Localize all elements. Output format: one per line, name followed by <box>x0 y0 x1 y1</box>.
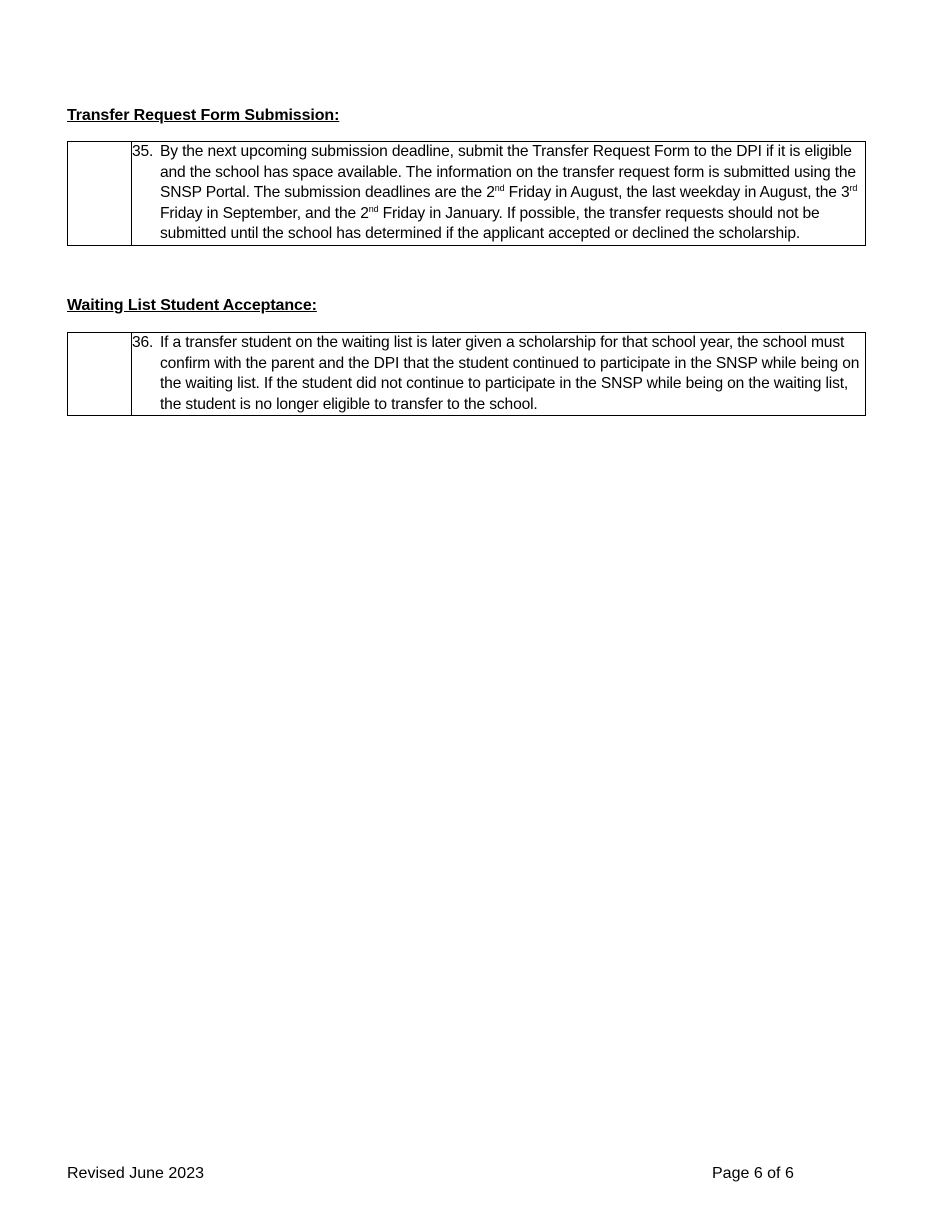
footer-page-number: Page 6 of 6 <box>712 1165 794 1182</box>
table-row <box>68 333 866 416</box>
table-row <box>68 142 866 246</box>
list-item-35 <box>132 142 865 245</box>
section-heading-transfer-request: Transfer Request Form Submission: <box>67 107 340 124</box>
item-number: 35. <box>132 143 154 160</box>
item-cell <box>132 142 866 246</box>
list-item-36 <box>132 333 865 415</box>
checkbox-cell[interactable] <box>68 333 132 416</box>
item-cell <box>132 333 866 416</box>
checklist-table-waiting-list <box>67 332 866 416</box>
item-text: If a transfer student on the waiting list is later given a scholarship for that school year, the school must confirm with the parent and the DPI that the student continued to participate in the SNSP while being on the waiting list. If the student did not continue to participate in the SNSP while being on the waiting list, the student is no longer eligible to transfer to the school. <box>160 334 860 413</box>
checklist-table-transfer-request <box>67 141 866 246</box>
item-text: By the next upcoming submission deadline, submit the Transfer Request Form to the DPI if it is eligible and the school has space available. The information on the transfer request form is submitted using the SNSP Portal. The submission deadlines are the 2nd Friday in August, the last weekday in August, the 3rd Friday in September, and the 2nd Friday in January. If possible, the transfer requests should not be submitted until the school has determined if the applicant accepted or declined the scholarship. <box>160 143 858 243</box>
section-heading-waiting-list: Waiting List Student Acceptance: <box>67 297 317 314</box>
checkbox-cell[interactable] <box>68 142 132 246</box>
item-number: 36. <box>132 334 154 351</box>
footer-revised-date: Revised June 2023 <box>67 1165 204 1182</box>
